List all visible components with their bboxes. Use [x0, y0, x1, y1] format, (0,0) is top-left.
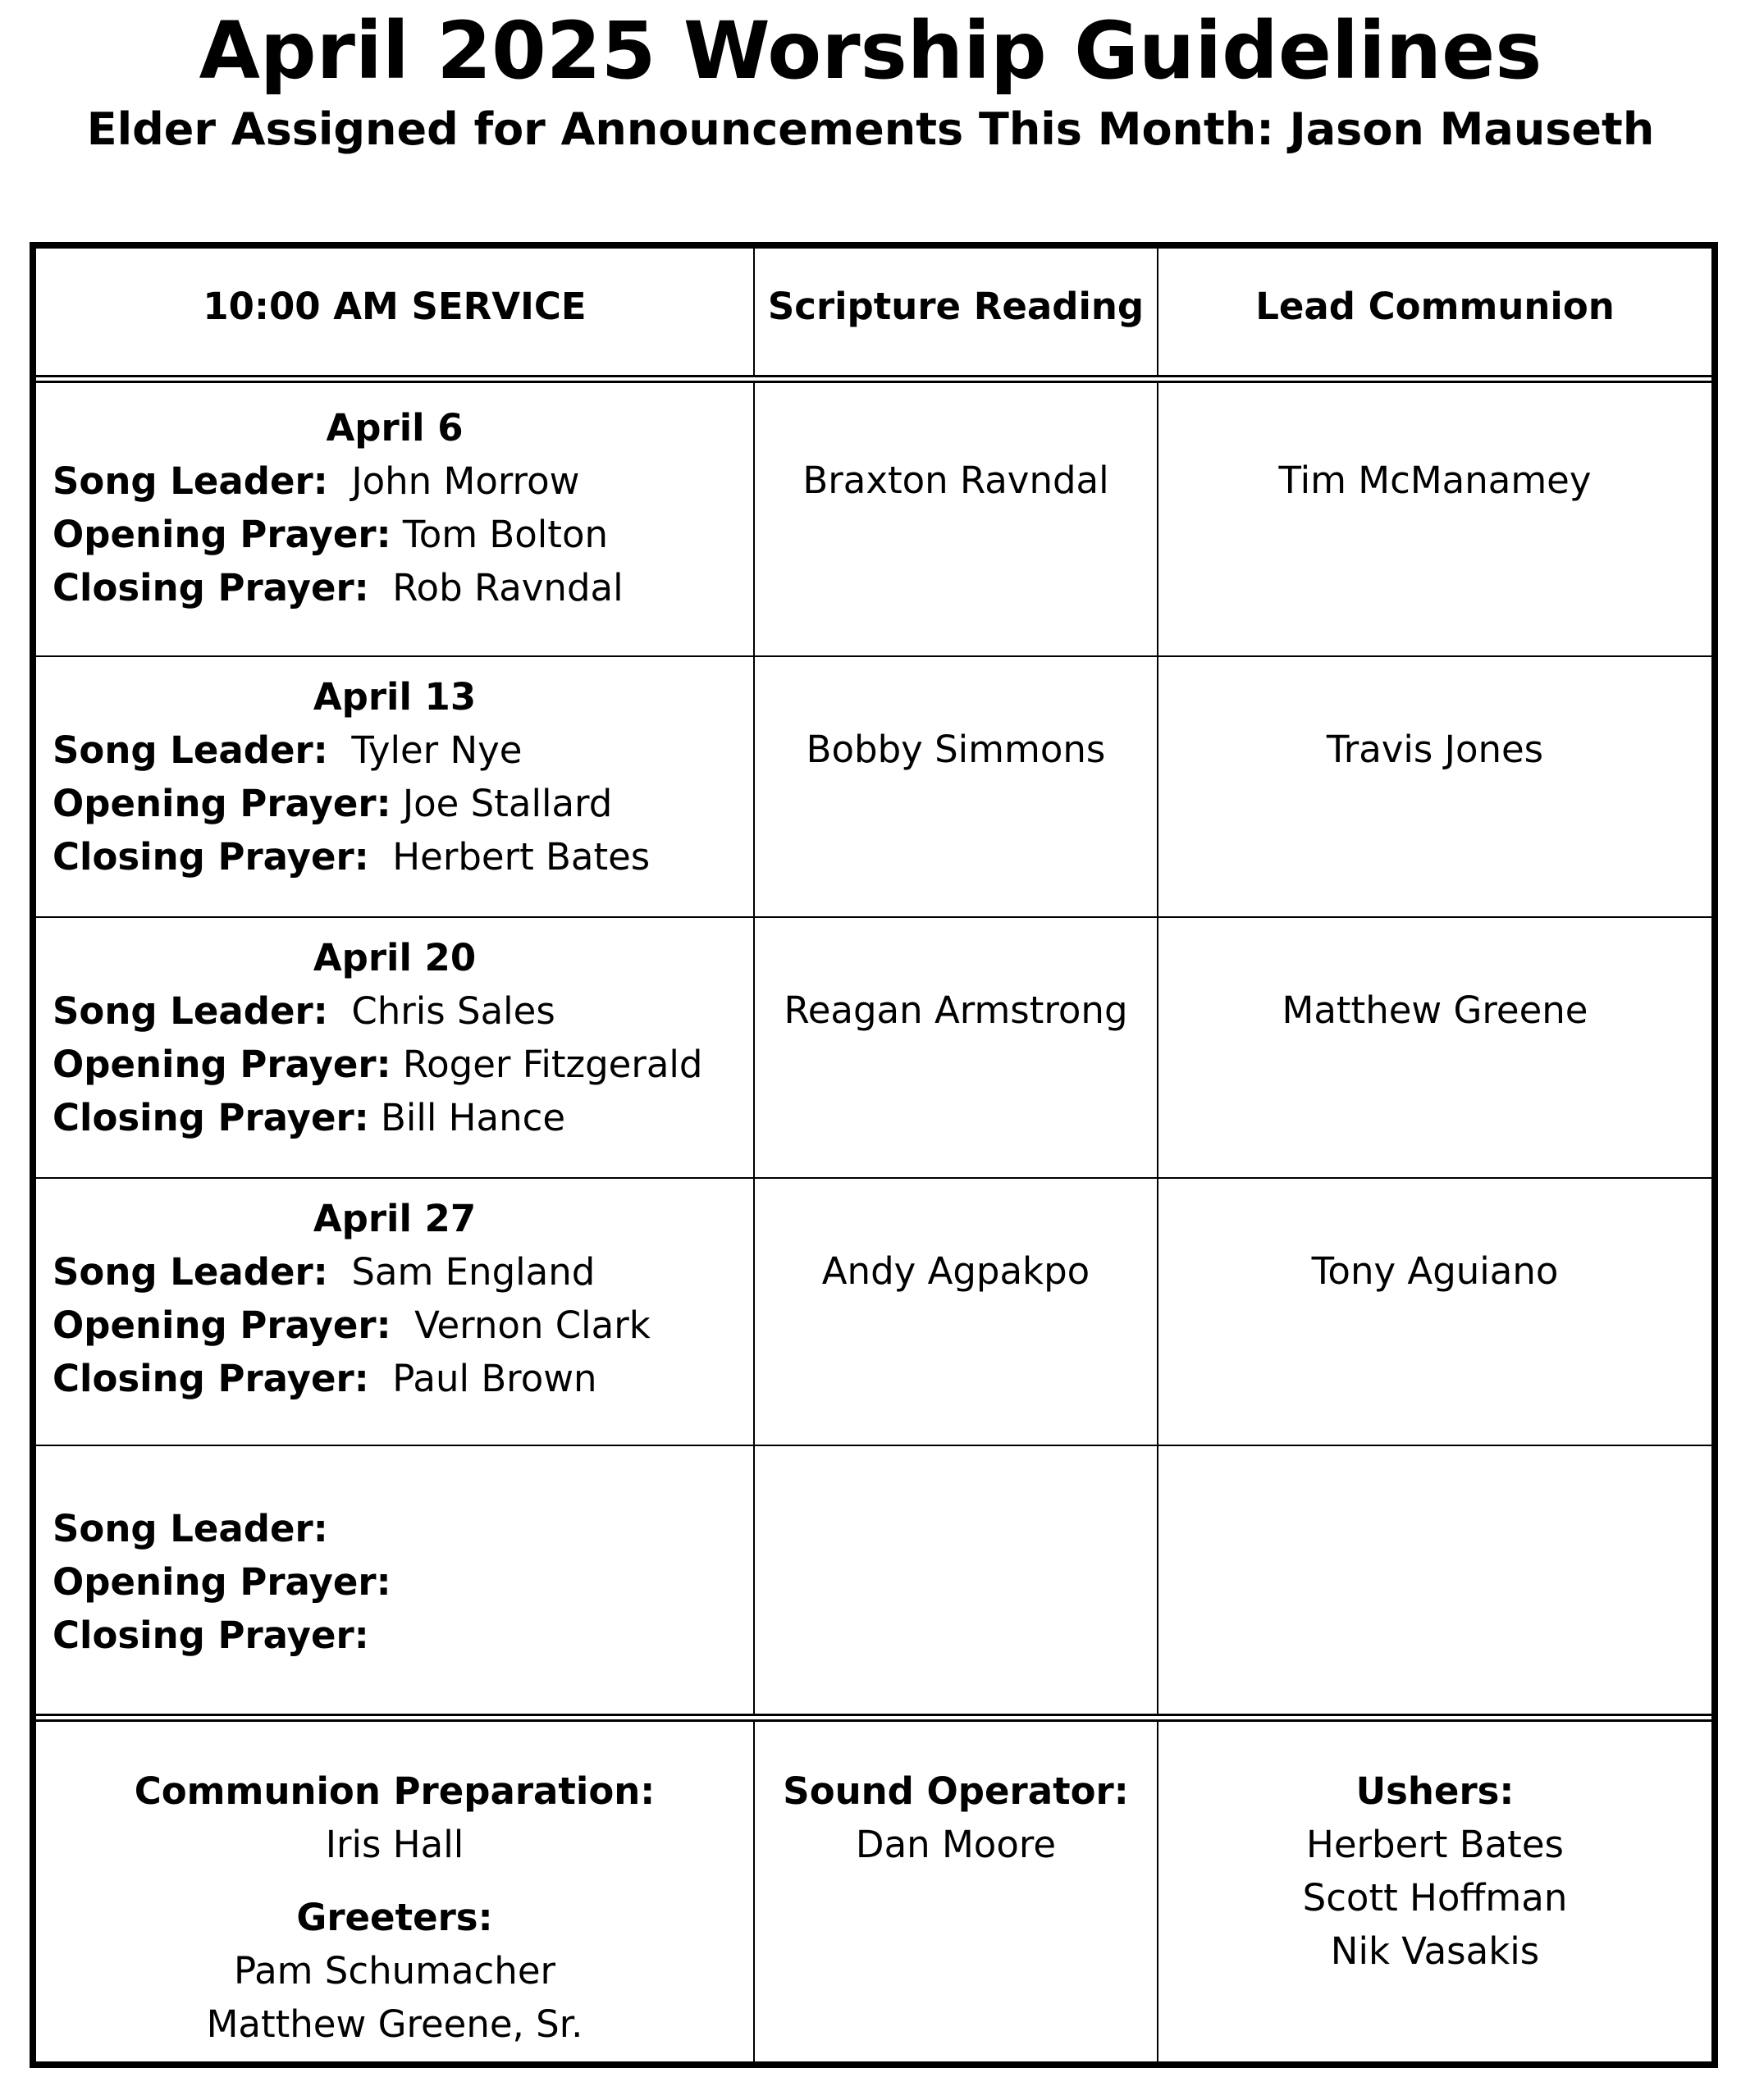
opening-prayer-line: [53, 1038, 753, 1091]
song-leader-name: Chris Sales: [351, 989, 555, 1033]
song-leader-label: Song Leader:: [53, 1507, 328, 1550]
song-leader-label: Song Leader:: [53, 1250, 328, 1294]
table-header-row: [36, 249, 1711, 383]
header-lead-communion: Lead Communion: [1157, 249, 1711, 375]
song-leader-label: Song Leader:: [53, 728, 328, 772]
closing-prayer-name: Bill Hance: [381, 1096, 566, 1139]
header-service: 10:00 AM SERVICE: [203, 285, 587, 328]
song-leader-name: Tyler Nye: [351, 728, 523, 772]
page-title: April 2025 Worship Guidelines: [199, 5, 1542, 97]
table-row: [36, 1179, 1711, 1446]
opening-prayer-label: Opening Prayer:: [53, 513, 391, 556]
song-leader-label: Song Leader:: [53, 459, 328, 503]
scripture-reading-cell: Bobby Simmons: [753, 657, 1157, 916]
closing-prayer-label: Closing Prayer:: [53, 1096, 369, 1139]
song-leader-line: [53, 724, 753, 777]
opening-prayer-line: [53, 508, 753, 561]
service-cell: [36, 1446, 753, 1714]
closing-prayer-label: Closing Prayer:: [53, 566, 369, 609]
song-leader-line: [53, 1245, 753, 1299]
service-cell: [36, 657, 753, 916]
scripture-reading-cell: Andy Agpakpo: [753, 1179, 1157, 1445]
closing-prayer-name: Herbert Bates: [392, 835, 651, 879]
opening-prayer-line: [53, 777, 753, 830]
scripture-reading-cell: Braxton Ravndal: [753, 383, 1157, 655]
service-cell: [36, 383, 753, 655]
schedule-table: [30, 242, 1718, 2068]
closing-prayer-line: [53, 1352, 753, 1405]
service-cell: [36, 1179, 753, 1445]
greeters-label: Greeters:: [296, 1896, 493, 1939]
service-date: April 6: [326, 406, 464, 450]
opening-prayer-name: Vernon Clark: [414, 1303, 651, 1347]
communion-preparation-name: Iris Hall: [325, 1823, 464, 1866]
table-row: [36, 383, 1711, 657]
usher-name: Scott Hoffman: [1302, 1876, 1568, 1920]
closing-prayer-label: Closing Prayer:: [53, 1357, 369, 1400]
greeter-name: Matthew Greene, Sr.: [206, 2002, 583, 2046]
opening-prayer-label: Opening Prayer:: [53, 1560, 391, 1604]
lead-communion-cell: [1157, 1446, 1711, 1714]
table-footer-row: [36, 1722, 1711, 2061]
sound-operator-name: Dan Moore: [855, 1823, 1057, 1866]
scripture-reading-cell: Reagan Armstrong: [753, 918, 1157, 1177]
footer-sound-cell: [753, 1722, 1157, 2061]
table-row: [36, 657, 1711, 918]
ushers-label: Ushers:: [1355, 1769, 1515, 1813]
page-subtitle: Elder Assigned for Announcements This Month: Jason Mauseth: [86, 103, 1655, 155]
closing-prayer-label: Closing Prayer:: [53, 1614, 369, 1657]
closing-prayer-name: Rob Ravndal: [392, 566, 624, 609]
scripture-reading-cell: [753, 1446, 1157, 1714]
opening-prayer-name: Tom Bolton: [402, 513, 608, 556]
table-row-empty: [36, 1446, 1711, 1722]
service-date: April 20: [313, 936, 477, 979]
closing-prayer-line: [53, 1091, 753, 1144]
closing-prayer-line: [53, 561, 753, 614]
greeter-name: Pam Schumacher: [233, 1949, 556, 1993]
service-cell: [36, 918, 753, 1177]
service-date: April 27: [313, 1197, 477, 1240]
song-leader-label: Song Leader:: [53, 989, 328, 1033]
opening-prayer-line: [53, 1299, 753, 1352]
lead-communion-cell: Travis Jones: [1157, 657, 1711, 916]
footer-ushers-cell: [1157, 1722, 1711, 2061]
song-leader-line: [53, 984, 753, 1038]
opening-prayer-label: Opening Prayer:: [53, 1303, 391, 1347]
usher-name: Herbert Bates: [1306, 1823, 1564, 1866]
opening-prayer-name: Roger Fitzgerald: [402, 1043, 703, 1086]
lead-communion-cell: Matthew Greene: [1157, 918, 1711, 1177]
closing-prayer-name: Paul Brown: [392, 1357, 597, 1400]
closing-prayer-line: [53, 830, 753, 883]
lead-communion-cell: Tony Aguiano: [1157, 1179, 1711, 1445]
opening-prayer-label: Opening Prayer:: [53, 1043, 391, 1086]
header-scripture-reading: Scripture Reading: [753, 249, 1157, 375]
opening-prayer-name: Joe Stallard: [402, 782, 613, 825]
song-leader-line: [53, 454, 753, 508]
service-date: April 13: [313, 675, 477, 719]
usher-name: Nik Vasakis: [1330, 1929, 1540, 1973]
footer-service-cell: [36, 1722, 753, 2061]
song-leader-name: Sam England: [351, 1250, 596, 1294]
lead-communion-cell: Tim McManamey: [1157, 383, 1711, 655]
closing-prayer-label: Closing Prayer:: [53, 835, 369, 879]
song-leader-name: John Morrow: [351, 459, 580, 503]
communion-preparation-label: Communion Preparation:: [134, 1769, 656, 1813]
sound-operator-label: Sound Operator:: [783, 1769, 1129, 1813]
table-row: [36, 918, 1711, 1179]
opening-prayer-label: Opening Prayer:: [53, 782, 391, 825]
